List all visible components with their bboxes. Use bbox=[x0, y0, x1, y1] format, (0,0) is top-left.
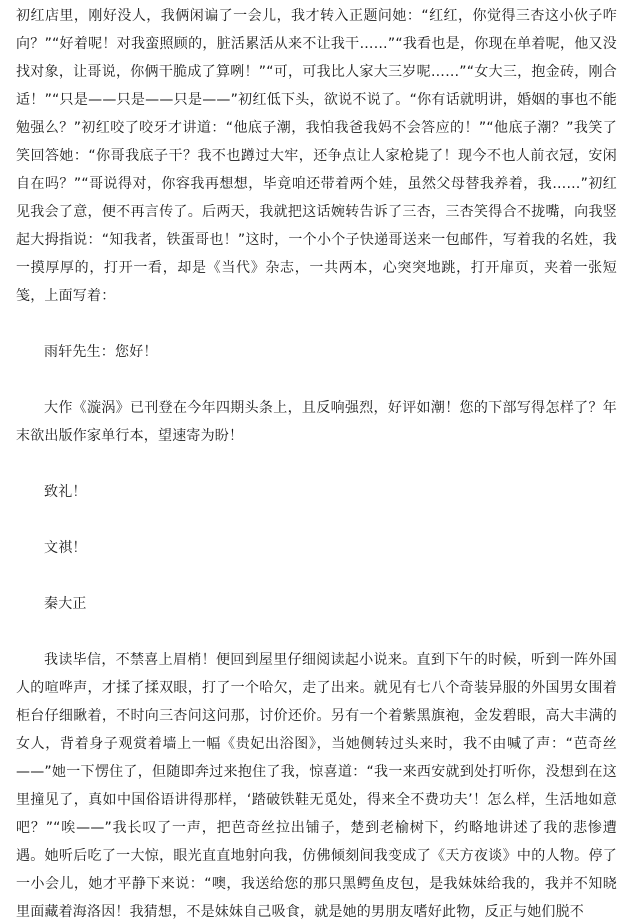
letter-salutation: 雨轩先生：您好！ bbox=[44, 344, 158, 360]
paragraph-spacer bbox=[16, 310, 617, 338]
paragraph-spacer bbox=[16, 366, 617, 394]
letter-closing-greeting: 致礼！ bbox=[44, 484, 87, 500]
paragraph-spacer bbox=[16, 562, 617, 590]
paragraph-narrative-2: 我读毕信，不禁喜上眉梢！便回到屋里仔细阅读起小说来。直到下午的时候，听到一阵外国人的喧哗声，才揉了揉双眼，打了一个哈欠，走了出来。就见有七八个奇装异服的外国男女围着柜台仔细瞅着，不时向三杏问这问那，讨价还价。另有一个着紫黑旗袍，金发碧眼，高大丰满的女人，背着身子观赏着墙上一幅《贵妃出浴图》，当她侧转过头来时，我不由喊了声：“芭奇丝——”她一下愣住了，但随即奔过来抱住了我，惊喜道：“我一来西安就到处打听你，没想到在这里撞见了，真如中国俗语讲得那样，‘踏破铁鞋无觅处，得来全不费功夫’！怎么样，生活地如意吧？”“唉——”我长叹了一声，把芭奇丝拉出铺子，楚到老榆树下，约略地讲述了我的悲惨遭遇。她听后吃了一大惊，眼光直直地射向我，仿佛倾刻间我变成了《天方夜谈》中的人物。停了一小会儿，她才平静下来说：“噢，我送给您的那只黑鳄鱼皮包，是我妹妹给我的，我并不知晓里面藏着海洛因！我猜想，不是妹妹自己吸食，就是她的男朋友嗜好此物，反正与她们脱不 bbox=[16, 652, 617, 919]
letter-body: 大作《漩涡》已刊登在今年四期头条上，且反响强烈，好评如潮！您的下部写得怎样了？年末欲出版作家单行本，望速寄为盼！ bbox=[16, 400, 617, 444]
paragraph-spacer bbox=[16, 618, 617, 646]
paragraph-spacer bbox=[16, 450, 617, 478]
letter-closing-wish: 文祺！ bbox=[44, 540, 87, 556]
paragraph-spacer bbox=[16, 506, 617, 534]
letter-signature: 秦大正 bbox=[44, 596, 87, 612]
paragraph-narrative-1: 初红店里，刚好没人，我俩闲谝了一会儿，我才转入正题问她：“红红，你觉得三杏这小伙子咋向？”“好着呢！对我蛮照顾的，脏活累活从来不让我干……”“我看也是，你现在单着呢，他又没找对象，让哥说，你俩干脆成了算咧！”“可，可我比人家大三岁呢……”“女大三，抱金砖，刚合适！”“只是——只是——只是——”初红低下头，欲说不说了。“你有话就明讲，婚姻的事也不能勉强么？”初红咬了咬牙才讲道：“他底子潮，我怕我爸我妈不会答应的！”“他底子潮？”我笑了笑回答她：“你哥我底子干？我不也蹲过大牢，还争点让人家枪毙了！现今不也人前衣冠，安闲自在吗？”“哥说得对，你容我再想想，毕竟咱还带着两个娃，虽然父母替我养着，我……”初红见我会了意，便不再言传了。后两天，我就把这话婉转告诉了三杏，三杏笑得合不拢嘴，向我竖起大拇指说：“知我者，铁蛋哥也！”这时，一个小个子快递哥送来一包邮件，写着我的名姓，我一摸厚厚的，打开一看，却是《当代》杂志，一共两本，心突突地跳，打开扉页，夹着一张短笺，上面写着： bbox=[16, 8, 617, 304]
